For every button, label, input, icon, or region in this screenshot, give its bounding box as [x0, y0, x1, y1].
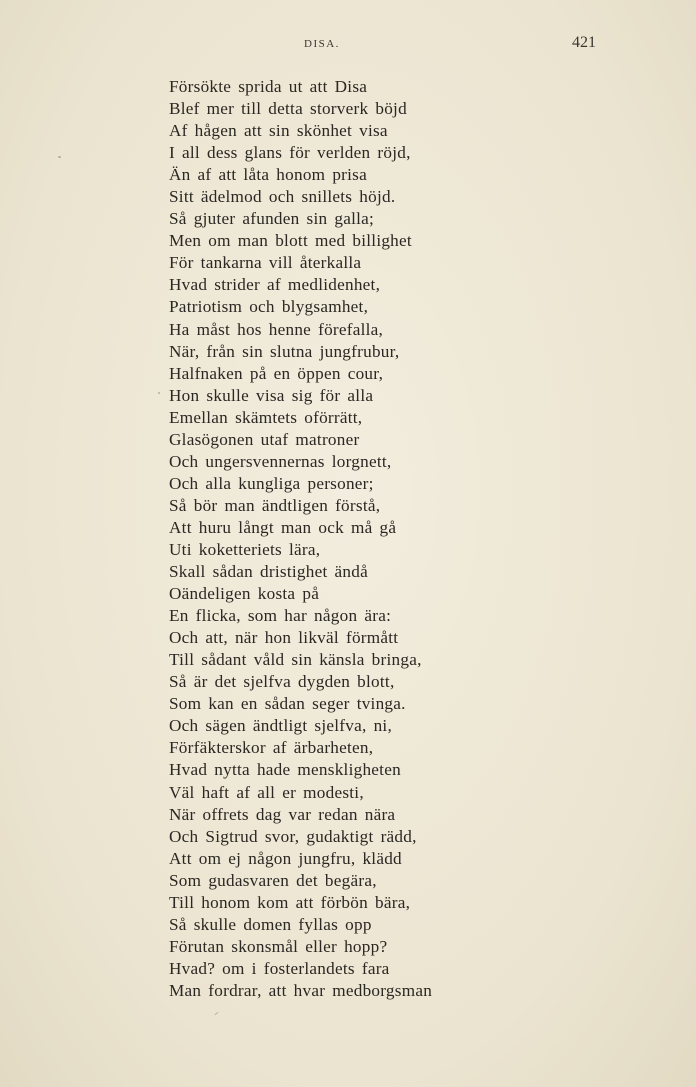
poem-line: Oändeligen kosta på — [169, 584, 320, 604]
poem-line: I all dess glans för verlden röjd, — [169, 143, 411, 163]
section-title: DISA. — [304, 38, 340, 50]
poem-line: Men om man blott med billighet — [169, 231, 412, 251]
page-number: 421 — [572, 34, 596, 51]
poem-line: Ha måst hos henne förefalla, — [169, 319, 384, 339]
poem-line: Så bör man ändtligen förstå, — [169, 495, 381, 515]
poem-line: Så är det sjelfva dygden blott, — [169, 672, 395, 692]
paper-speck — [58, 156, 61, 158]
poem-line: Skall sådan dristighet ändå — [169, 562, 368, 582]
poem-line: Glasögonen utaf matroner — [169, 429, 360, 449]
poem-line: Väl haft af all er modesti, — [169, 782, 364, 802]
paper-speck — [158, 392, 160, 394]
poem-line: Att om ej någon jungfru, klädd — [169, 848, 402, 868]
poem-line: Förfäkterskor af ärbarheten, — [169, 738, 374, 758]
poem-line: En flicka, som har någon ära: — [169, 606, 392, 626]
poem-line: Än af att låta honom prisa — [169, 165, 367, 185]
running-head — [0, 34, 696, 58]
poem-line: Hon skulle visa sig för alla — [169, 385, 374, 405]
poem-line: Af hågen att sin skönhet visa — [169, 121, 388, 141]
poem-line: Så gjuter afunden sin galla; — [169, 209, 375, 229]
poem-line: När offrets dag var redan nära — [169, 804, 396, 824]
poem-line: Man fordrar, att hvar medborgsman — [169, 980, 433, 1000]
poem-line: Hvad strider af medlidenhet, — [169, 275, 381, 295]
poem-line: Att huru långt man ock må gå — [169, 517, 397, 537]
poem-line: Och att, när hon likväl förmått — [169, 628, 399, 648]
poem-line: Hvad nytta hade menskligheten — [169, 760, 401, 780]
poem-text — [169, 76, 432, 1002]
poem-line: Så skulle domen fyllas opp — [169, 914, 372, 934]
poem-line: Till honom kom att förbön bära, — [169, 892, 411, 912]
paper-speck — [214, 1012, 218, 1016]
poem-line: Förutan skonsmål eller hopp? — [169, 936, 388, 956]
poem-line: Som gudasvaren det begära, — [169, 870, 377, 890]
poem-line: Och sägen ändtligt sjelfva, ni, — [169, 716, 392, 736]
poem-line: Uti koketteriets lära, — [169, 539, 321, 559]
poem-line: Halfnaken på en öppen cour, — [169, 363, 384, 383]
poem-line: För tankarna vill återkalla — [169, 253, 362, 273]
poem-line: Som kan en sådan seger tvinga. — [169, 694, 406, 714]
poem-line: Och Sigtrud svor, gudaktigt rädd, — [169, 826, 417, 846]
poem-line: Försökte sprida ut att Disa — [169, 77, 368, 96]
poem-line: Blef mer till detta storverk böjd — [169, 99, 407, 119]
poem-line: Emellan skämtets oförrätt, — [169, 407, 363, 427]
poem-line: Sitt ädelmod och snillets höjd. — [169, 187, 396, 207]
poem-line: Och alla kungliga personer; — [169, 473, 374, 493]
poem-line: Hvad? om i fosterlandets fara — [169, 958, 390, 978]
poem-line: Patriotism och blygsamhet, — [169, 297, 369, 317]
poem-line: Och ungersvennernas lorgnett, — [169, 451, 392, 471]
poem-line: Till sådant våld sin känsla bringa, — [169, 650, 422, 670]
poem-line: När, från sin slutna jungfrubur, — [169, 341, 400, 361]
